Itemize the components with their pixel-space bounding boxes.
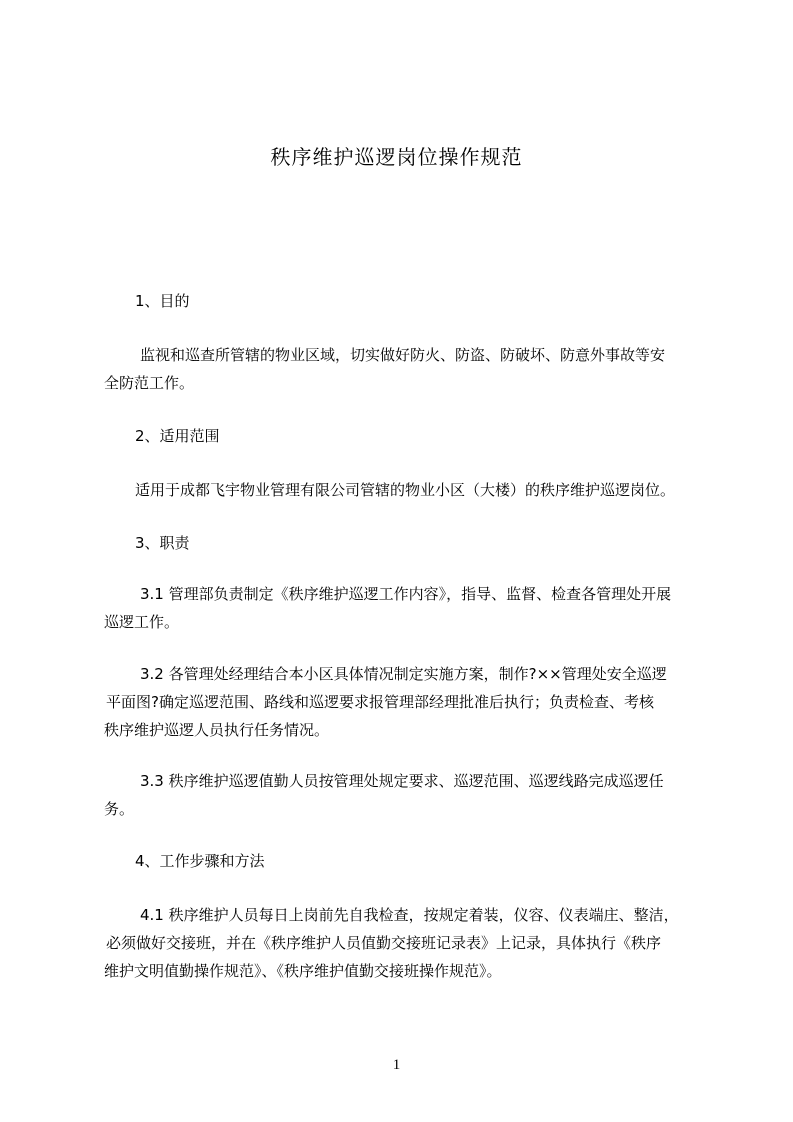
paragraph-line: 平面图?确定巡逻范围、路线和巡逻要求报管理部经理批准后执行；负责检查、考核 xyxy=(106,693,654,711)
page-number: 1 xyxy=(392,1057,401,1073)
paragraph-line: 务。 xyxy=(104,800,135,818)
section-heading-text: 2、适用范围 xyxy=(135,427,220,445)
section-3-2-paragraph xyxy=(104,660,708,744)
paragraph-line: 3.1 管理部负责制定《秩序维护巡逻工作内容》，指导、监督、检查各管理处开展 xyxy=(140,585,672,603)
section-heading-text: 4、工作步骤和方法 xyxy=(135,852,265,870)
paragraph-line: 4.1 秩序维护人员每日上岗前先自我检查，按规定着装，仪容、仪表端庄、整洁， xyxy=(140,906,679,924)
paragraph-line: 必须做好交接班，并在《秩序维护人员值勤交接班记录表》上记录，具体执行《秩序 xyxy=(106,934,662,952)
section-4-heading xyxy=(104,847,708,875)
section-heading-text: 3、职责 xyxy=(135,534,190,552)
paragraph-line: 监视和巡查所管辖的物业区域，切实做好防火、防盗、防破坏、防意外事故等安 xyxy=(140,346,666,364)
section-3-heading xyxy=(104,529,708,557)
document-title: 秩序维护巡逻岗位操作规范 xyxy=(270,145,523,169)
section-1-heading xyxy=(104,287,708,315)
section-3-1-paragraph xyxy=(104,580,708,636)
paragraph-line: 全防范工作。 xyxy=(104,374,195,392)
paragraph-line: 3.3 秩序维护巡逻值勤人员按管理处规定要求、巡逻范围、巡逻线路完成巡逻任 xyxy=(140,772,664,790)
paragraph-line: 适用于成都飞宇物业管理有限公司管辖的物业小区（大楼）的秩序维护巡逻岗位。 xyxy=(135,481,676,499)
paragraph-line: 巡逻工作。 xyxy=(104,613,180,631)
section-heading-text: 1、目的 xyxy=(135,292,190,310)
paragraph-line: 3.2 各管理处经理结合本小区具体情况制定实施方案，制作?××管理处安全巡逻 xyxy=(140,665,667,683)
paragraph-line: 维护文明值勤操作规范》、《秩序维护值勤交接班操作规范》。 xyxy=(104,962,502,980)
section-1-paragraph xyxy=(104,341,708,397)
paragraph-line: 秩序维护巡逻人员执行任务情况。 xyxy=(104,721,330,739)
section-3-3-paragraph xyxy=(104,767,708,823)
section-2-heading xyxy=(104,422,708,450)
section-4-1-paragraph xyxy=(104,901,708,985)
section-2-paragraph xyxy=(104,476,708,504)
